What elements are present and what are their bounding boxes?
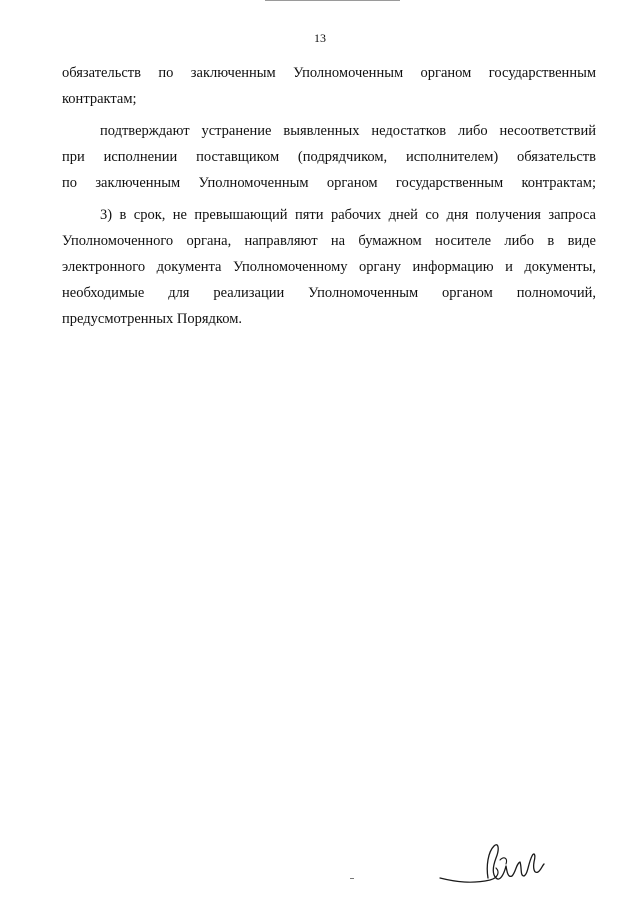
- paragraph-2: [62, 118, 596, 196]
- scan-speck: [350, 878, 354, 879]
- paragraph-3: [62, 202, 596, 332]
- text-line: Уполномоченного органа, направляют на бумажном носителе либо в виде: [62, 233, 596, 249]
- text-line: контрактам;: [62, 91, 137, 107]
- text-line: по заключенным Уполномоченным органом государственным контрактам;: [62, 175, 596, 191]
- document-body: [62, 60, 596, 332]
- text-line: необходимые для реализации Уполномоченным органом полномочий,: [62, 285, 596, 301]
- text-line: электронного документа Уполномоченному органу информацию и документы,: [62, 259, 596, 275]
- signature-icon: [438, 838, 548, 890]
- text-line: предусмотренных Порядком.: [62, 311, 242, 327]
- text-line: при исполнении поставщиком (подрядчиком, исполнителем) обязательств: [62, 149, 596, 165]
- text-line: обязательств по заключенным Уполномоченным органом государственным: [62, 65, 596, 81]
- paragraph-1: [62, 60, 596, 112]
- page-number: 13: [314, 31, 326, 45]
- scan-edge-line: [265, 0, 400, 1]
- text-line: 3) в срок, не превышающий пяти рабочих дней со дня получения запроса: [100, 207, 596, 223]
- text-line: подтверждают устранение выявленных недостатков либо несоответствий: [100, 123, 596, 139]
